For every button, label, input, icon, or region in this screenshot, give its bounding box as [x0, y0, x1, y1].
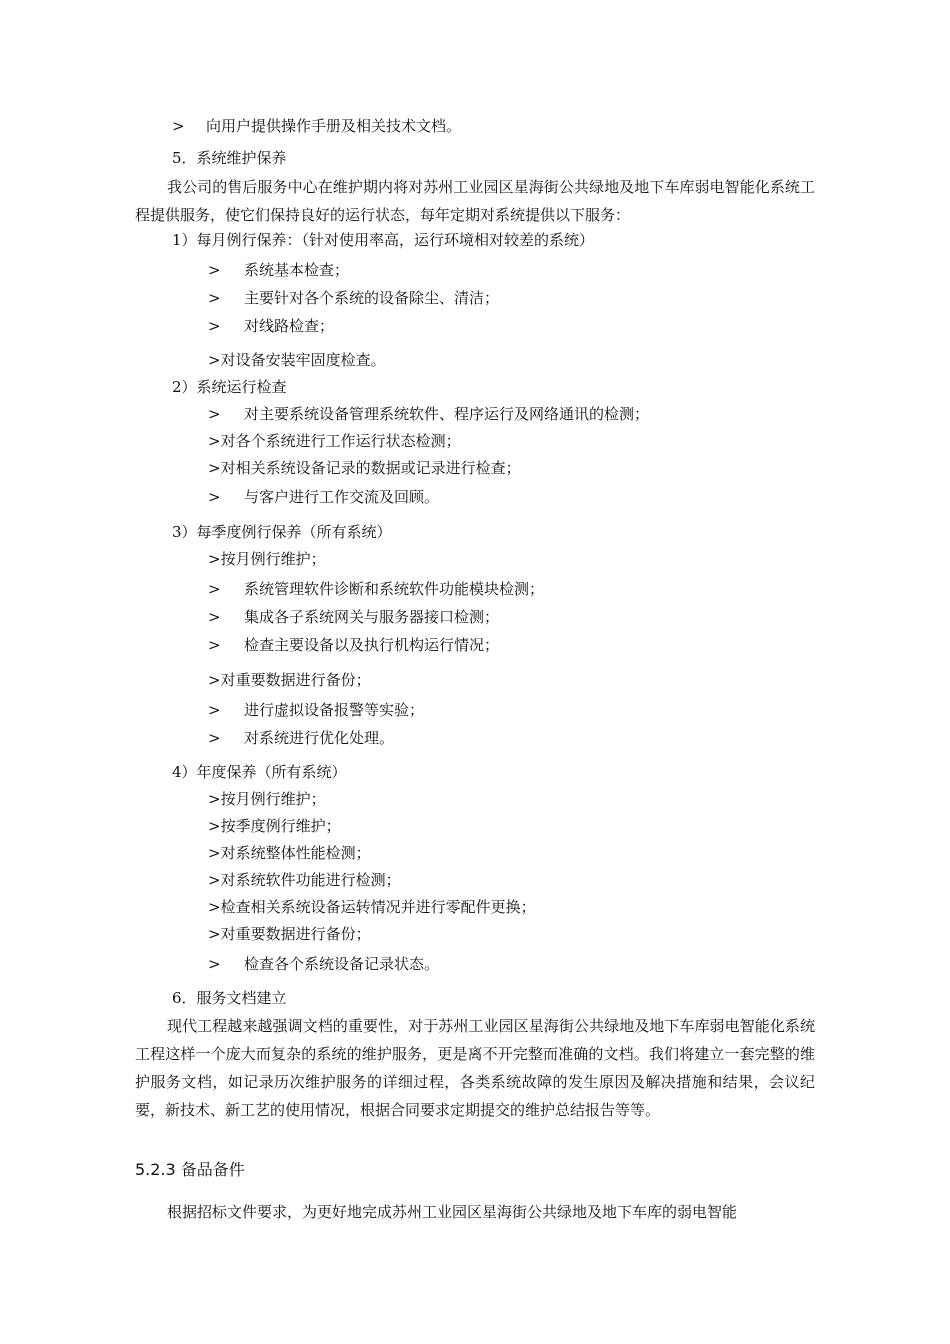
- bullet-text: 对线路检查；: [244, 317, 335, 335]
- closing-paragraph: 根据招标文件要求，为更好地完成苏州工业园区星海街公共绿地及地下车库的弱电智能: [167, 1203, 738, 1221]
- bullet-line: [208, 579, 544, 599]
- section-5-paragraph: 我公司的售后服务中心在维护期内将对苏州工业园区星海街公共绿地及地下车库弱电智能化系统工程提供服务，使它们保持良好的运行状态，每年定期对系统提供以下服务：: [135, 178, 815, 224]
- bullet-text: 系统基本检查；: [244, 261, 350, 279]
- bullet-text: 检查各个系统设备记录状态。: [244, 955, 440, 973]
- bullet-line: [208, 635, 499, 655]
- bullet-text: 系统管理软件诊断和系统软件功能模块检测；: [244, 580, 545, 598]
- bullet-text: 对主要系统设备管理系统软件、程序运行及网络通讯的检测；: [244, 405, 650, 423]
- bullet-text: 向用户提供操作手册及相关技术文档。: [206, 117, 462, 135]
- bullet-marker: >: [208, 317, 221, 335]
- bullet-line: >按季度例行维护；: [208, 817, 341, 835]
- bullet-line: [208, 288, 499, 308]
- bullet-marker: >: [208, 636, 221, 654]
- bullet-line: >对设备安装牢固度检查。: [208, 351, 386, 369]
- bullet-line: >按月例行维护；: [208, 550, 326, 568]
- annual-title: 4）年度保养（所有系统）: [172, 763, 347, 781]
- bullet-marker: >: [172, 117, 185, 135]
- runtime-check-title: 2）系统运行检查: [172, 378, 287, 396]
- bullet-text: 对系统进行优化处理。: [244, 729, 395, 747]
- bullet-line: [208, 607, 499, 627]
- bullet-text: 主要针对各个系统的设备除尘、清洁；: [244, 289, 500, 307]
- bullet-marker: >: [208, 701, 221, 719]
- bullet-line: >对各个系统进行工作运行状态检测；: [208, 432, 461, 450]
- bullet-marker: >: [208, 261, 221, 279]
- bullet-text: 进行虚拟设备报警等实验；: [244, 701, 425, 719]
- bullet-line: [208, 404, 649, 424]
- bullet-line: [208, 260, 349, 280]
- section-6-heading: 6．服务文档建立: [172, 989, 287, 1007]
- bullet-marker: >: [208, 729, 221, 747]
- bullet-line: [208, 700, 424, 720]
- bullet-marker: >: [208, 955, 221, 973]
- bullet-marker: >: [208, 289, 221, 307]
- bullet-marker: >: [208, 580, 221, 598]
- bullet-marker: >: [208, 488, 221, 506]
- bullet-line: >对系统软件功能进行检测；: [208, 871, 401, 889]
- bullet-line: >对重要数据进行备份；: [208, 671, 371, 689]
- bullet-line: [172, 116, 461, 136]
- quarterly-title: 3）每季度例行保养（所有系统）: [172, 523, 392, 541]
- bullet-line: >对相关系统设备记录的数据或记录进行检查；: [208, 459, 521, 477]
- bullet-line: [208, 487, 439, 507]
- bullet-line: >检查相关系统设备运转情况并进行零配件更换；: [208, 898, 536, 916]
- bullet-line: [208, 316, 334, 336]
- bullet-marker: >: [208, 608, 221, 626]
- bullet-text: 与客户进行工作交流及回顾。: [244, 488, 440, 506]
- bullet-text: 检查主要设备以及执行机构运行情况；: [244, 636, 500, 654]
- bullet-line: >对重要数据进行备份；: [208, 925, 371, 943]
- section-5-heading: 5．系统维护保养: [172, 149, 287, 167]
- monthly-title: 1）每月例行保养：（针对使用率高，运行环境相对较差的系统）: [172, 231, 595, 249]
- bullet-line: >对系统整体性能检测；: [208, 844, 371, 862]
- bullet-line: [208, 728, 394, 748]
- section-523-heading: 5.2.3 备品备件: [135, 1160, 245, 1179]
- bullet-marker: >: [208, 405, 221, 423]
- bullet-text: 集成各子系统网关与服务器接口检测；: [244, 608, 500, 626]
- bullet-line: >按月例行维护；: [208, 790, 326, 808]
- bullet-line: [208, 954, 439, 974]
- section-6-paragraph: 现代工程越来越强调文档的重要性，对于苏州工业园区星海街公共绿地及地下车库弱电智能化系统工程这样一个庞大而复杂的系统的维护服务，更是离不开完整而准确的文档。我们将建立一套完整的维护服务文档，如记录历次维护服务的详细过程，各类系统故障的发生原因及解决措施和结果，会议纪要，新技术、新工艺的使用情况，根据合同要求定期提交的维护总结报告等等。: [135, 1017, 815, 1119]
